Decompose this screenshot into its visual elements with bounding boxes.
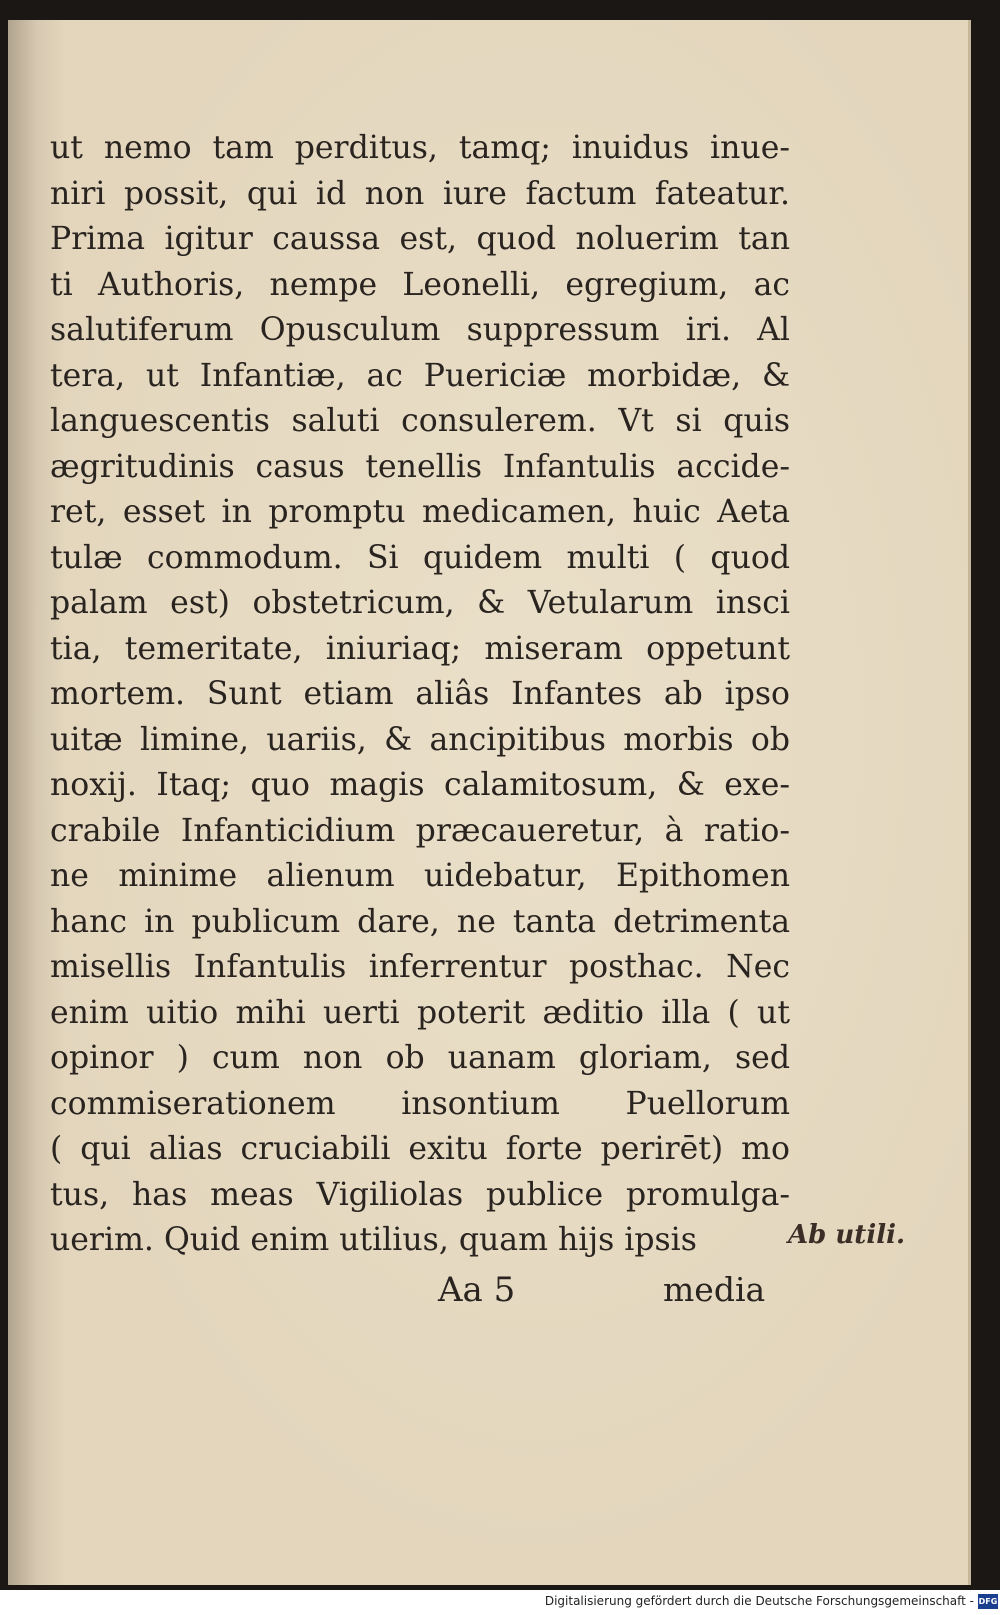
text-line: ( qui alias cruciabili exitu forte perirēt) mo	[50, 1131, 790, 1167]
text-line: salutiferum Opusculum suppressum iri. Al	[50, 312, 790, 348]
funding-credit: Digitalisierung gefördert durch die Deutsche Forschungsgemeinschaft -	[544, 1594, 974, 1608]
text-line: opinor ) cum non ob uanam gloriam, sed	[50, 1040, 790, 1076]
text-line: tia, temeritate, iniuriaq; miseram oppetunt	[50, 630, 790, 667]
text-line: hanc in publicum dare, ne tanta detrimenta	[50, 903, 790, 940]
text-line: ne minime alienum uidebatur, Epithomen	[50, 858, 790, 894]
text-line: ut nemo tam perditus, tamq; inuidus inue-	[50, 130, 790, 166]
text-line: tera, ut Infantiæ, ac Puericiæ morbidæ, &	[50, 357, 790, 394]
text-line: misellis Infantulis inferrentur posthac. Nec	[50, 949, 790, 985]
text-line: tus, has meas Vigiliolas publice promulga-	[50, 1176, 790, 1213]
text-line: Prima igitur caussa est, quod noluerim tan	[50, 221, 790, 257]
text-line: niri possit, qui id non iure factum fateatur.	[50, 175, 790, 212]
text-line: noxij. Itaq; quo magis calamitosum, & exe-	[50, 767, 790, 803]
text-line: crabile Infanticidium præcaueretur, à ratio-	[50, 812, 790, 849]
text-line: enim uitio mihi uerti poterit æditio illa ( ut	[50, 994, 790, 1031]
text-line: tulæ commodum. Si quidem multi ( quod	[50, 539, 790, 576]
signature-mark: Aa 5	[438, 1270, 516, 1310]
text-line: uerim. Quid enim utilius, quam hijs ipsis	[50, 1222, 697, 1258]
text-line: commiserationem insontium Puellorum	[50, 1085, 790, 1122]
dfg-logo-icon: DFG	[978, 1594, 998, 1609]
text-line: mortem. Sunt etiam aliâs Infantes ab ipso	[50, 676, 790, 712]
catchword: media	[663, 1270, 766, 1309]
body-text	[50, 126, 790, 1264]
text-line: ægritudinis casus tenellis Infantulis accide-	[50, 448, 790, 485]
marginal-note: Ab utili.	[788, 1220, 905, 1250]
text-line: ti Authoris, nempe Leonelli, egregium, ac	[50, 266, 790, 303]
book-page	[8, 20, 971, 1585]
text-line: languescentis saluti consulerem. Vt si quis	[50, 403, 790, 439]
text-line: palam est) obstetricum, & Vetularum insci	[50, 585, 790, 621]
text-line: uitæ limine, uariis, & ancipitibus morbis ob	[50, 721, 790, 758]
text-line: ret, esset in promptu medicamen, huic Aeta	[50, 494, 790, 530]
footer-bar	[0, 1590, 1000, 1615]
